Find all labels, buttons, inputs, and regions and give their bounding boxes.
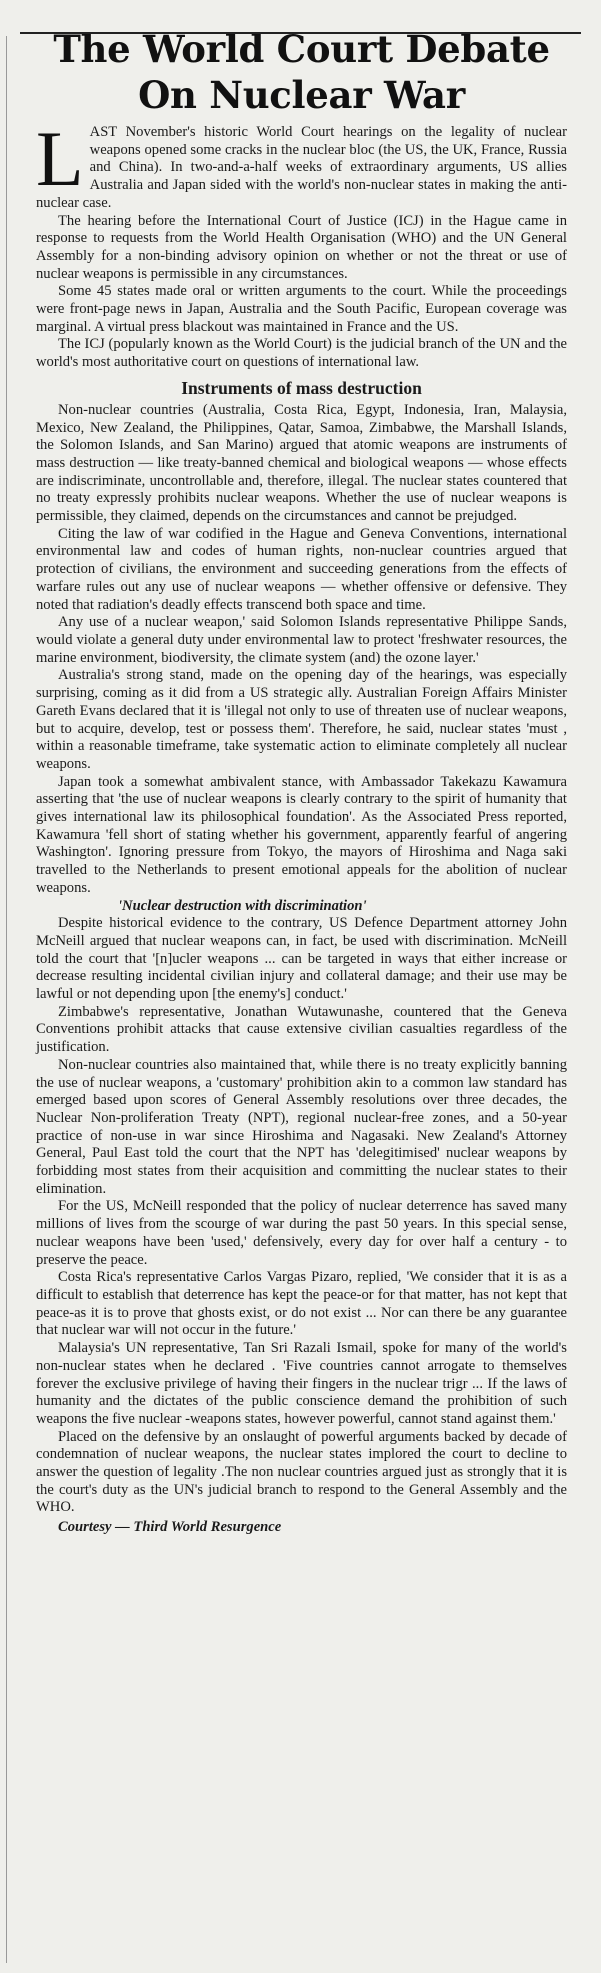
paragraph: Zimbabwe's representative, Jonathan Wutawunashe, countered that the Geneva Conventions prohibit attacks that cause extensive civilian casualties regardless of the justification. (36, 1003, 567, 1056)
paragraph: Non-nuclear countries also maintained that, while there is no treaty explicitly banning the use of nuclear weapons, a 'customary' prohibition akin to a common law standard has emerged based upon scores of General Assembly resolutions over three decades, the Nuclear Non-proliferation Treaty (NPT), regional nuclear-free zones, and a 50-year practice of non-use in war since Hiroshima and Nagasaki. New Zealand's Attorney General, Paul East told the court that the NPT has 'delegitimised' nuclear weapons by forbidding most states from their acquisition and committing the nuclear states to their elimination. (36, 1056, 567, 1197)
left-edge-line (6, 36, 7, 1963)
article-body (36, 115, 567, 1537)
top-rule (20, 32, 581, 34)
paragraph: Malaysia's UN representative, Tan Sri Razali Ismail, spoke for many of the world's non-nuclear states when he declared . 'Five countries cannot arrogate to themselves forever the exclusive privilege of having their fingers in the nuclear trigr ... If the laws of humanity and the dictates of the public conscience demand the prohibition of such weapons the five nuclear -weapons states, however powerful, cannot stand against them.' (36, 1340, 567, 1427)
headline: The World Court Debate On Nuclear War (53, 27, 550, 117)
paragraph: The ICJ (popularly known as the World Court) is the judicial branch of the UN and the world's most authoritative court on questions of international law. (36, 336, 567, 371)
subheading: Instruments of mass destruction (181, 377, 422, 398)
paragraph: Japan took a somewhat ambivalent stance, with Ambassador Takekazu Kawamura asserting that 'the use of nuclear weapons is clearly contrary to the spirit of humanity that gives international law its philosophical foundation'. As the Associated Press reported, Kawamura 'fell short of stating whether his government, apparently fearful of angering Washington'. Ignoring pressure from Tokyo, the mayors of Hiroshima and Naga saki travelled to the Netherlands to present emotional appeals for the abolition of nuclear weapons. (36, 773, 567, 896)
source-credit: Courtesy — Third World Resurgence (58, 1519, 282, 1536)
lead-text: AST November's historic World Court hearings on the legality of nuclear weapons opened some cracks in the nuclear bloc (the US, the UK, France, Russia and China). In two-and-a-half weeks of extraordinary arguments, US allies Australia and Japan sided with the world's non-nuclear states in making the anti-nuclear case. (36, 124, 567, 211)
paragraph: Some 45 states made oral or written arguments to the court. While the proceedings were front-page news in Japan, Australia and the South Pacific, European coverage was marginal. A virtual press blackout was maintained in France and the US. (36, 283, 567, 335)
paragraph: Non-nuclear countries (Australia, Costa Rica, Egypt, Indonesia, Iran, Malaysia, Mexico, New Zealand, the Philippines, Qatar, Samoa, Zimbabwe, the Marshall Islands, the Solomon Islands, and San Marino) argued that atomic weapons are instruments of mass destruction — like treaty-banned chemical and biological weapons — whose effects are indiscriminate, uncontrollable and, therefore, illegal. The nuclear states countered that no treaty expressly prohibits nuclear weapons. Whether the use of nuclear weapons is permissible, they claimed, depends on the circumstances and cannot be prejudged. (36, 401, 567, 525)
paragraph: Any use of a nuclear weapon,' said Solomon Islands representative Philippe Sands, would violate a general duty under environmental law to protect 'freshwater resources, the marine environment, biodiversity, the climate system (and) the ozone layer.' (36, 614, 567, 666)
paragraph: Australia's strong stand, made on the opening day of the hearings, was especially surprising, coming as it did from a US strategic ally. Australian Foreign Affairs Minister Gareth Evans declared that it is 'illegal not only to use of threaten use of nuclear weapons, but to acquire, develop, test or possess them'. Therefore, he said, nuclear states 'must , within a reasonable timeframe, take systematic action to eliminate completely all nuclear weapons. (36, 667, 567, 772)
paragraph: For the US, McNeill responded that the policy of nuclear deterrence has saved many millions of lives from the scourge of war during the past 50 years. In this special sense, nuclear weapons have been 'used,' defensively, every day for over half a century - to preserve the peace. (36, 1198, 567, 1268)
inline-subheading: 'Nuclear destruction with discrimination' (118, 897, 367, 914)
paragraph: Costa Rica's representative Carlos Vargas Pizaro, replied, 'We consider that it is as a difficult to establish that deterrence has kept the peace-or for that matter, has not kept that peace-as it is to prove that ghosts exist, or do not exist ... Nor can there be any guarantee that nuclear war will not occur in the future.' (36, 1269, 567, 1339)
drop-cap: L (36, 115, 84, 202)
newspaper-clipping (0, 26, 601, 1973)
paragraph: Despite historical evidence to the contrary, US Defence Department attorney John McNeill argued that nuclear weapons can, in fact, be used with discrimination. McNeill told the court that '[n]ucler weapons ... can be targeted in ways that either increase or decrease resulting incidental civilian injury and collateral damage; and their use may be lawful or not depending upon [the enemy's] conduct.' (36, 915, 567, 1003)
lead-paragraph (36, 115, 567, 213)
paragraph: Placed on the defensive by an onslaught of powerful arguments backed by decade of condemnation of nuclear weapons, the nuclear states implored the court to decline to answer the question of legality .The non nuclear countries argued just as strongly that it is the court's duty as the UN's judicial branch to respond to the General Assembly and the WHO. (36, 1428, 567, 1516)
paragraph: Citing the law of war codified in the Hague and Geneva Conventions, international environmental law and codes of human rights, non-nuclear countries argued that protection of civilians, the environment and succeeding generations from the effects of warfare rules out any use of nuclear weapons — whether offensive or defensive. They noted that radiation's deadly effects transcend both space and time. (36, 525, 567, 613)
paragraph: The hearing before the International Court of Justice (ICJ) in the Hague came in response to requests from the World Health Organisation (WHO) and the UN General Assembly for a non-binding advisory opinion on whether or not the threat or use of nuclear weapons is permissible in any circumstances. (36, 212, 567, 282)
